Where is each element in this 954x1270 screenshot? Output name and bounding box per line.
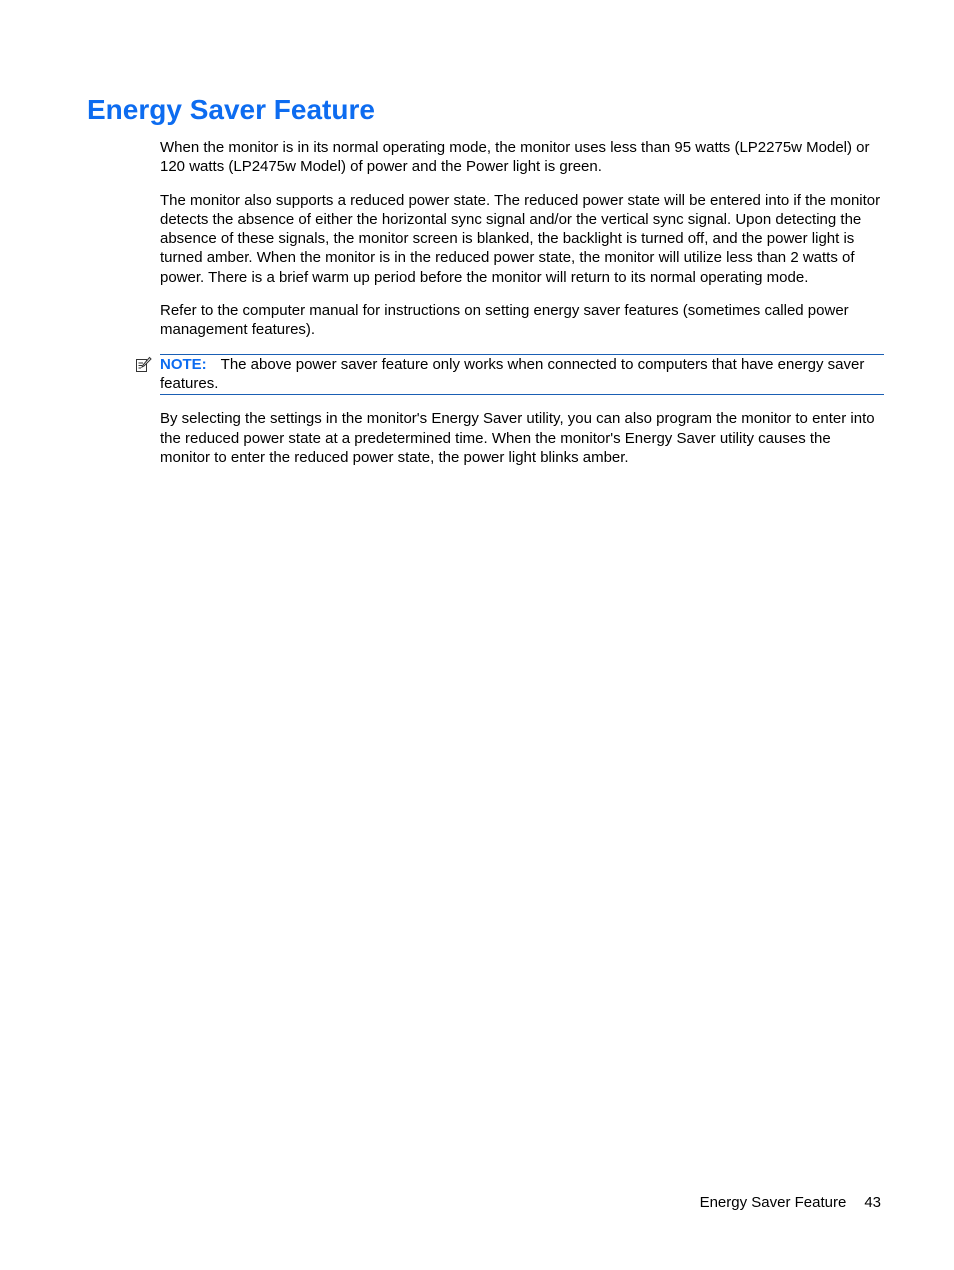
note-pencil-icon	[135, 356, 152, 373]
note-label: NOTE:	[160, 355, 207, 373]
page-title: Energy Saver Feature	[87, 94, 375, 125]
footer-section-title: Energy Saver Feature	[699, 1194, 847, 1211]
footer-page-number: 43	[864, 1194, 881, 1211]
note-box	[160, 354, 884, 396]
paragraph-normal-mode: When the monitor is in its normal operating mode, the monitor uses less than 95 watts (LP2275w Model) or 120 watts (LP2475w Model) of power and the Power light is green.	[160, 139, 870, 176]
note-text: The above power saver feature only works when connected to computers that have energy saver features.	[160, 355, 865, 392]
paragraph-energy-saver-utility: By selecting the settings in the monitor's Energy Saver utility, you can also program the monitor to enter into the reduced power state at a predetermined time. When the monitor's Energy Saver utility causes the monitor to enter the reduced power state, the power light blinks amber.	[160, 410, 875, 466]
main-content	[160, 138, 884, 481]
page-footer	[700, 1193, 881, 1212]
paragraph-reduced-power: The monitor also supports a reduced power state. The reduced power state will be entered into if the monitor detects the absence of either the horizontal sync signal and/or the vertical sync signal. Upon detecting the absence of these signals, the monitor screen is blanked, the backlight is turned off, and the power light is turned amber. When the monitor is in the reduced power state, the monitor will utilize less than 2 watts of power. There is a brief warm up period before the monitor will return to its normal operating mode.	[160, 191, 881, 286]
paragraph-refer-manual: Refer to the computer manual for instructions on setting energy saver features (sometimes called power management features).	[160, 302, 849, 339]
